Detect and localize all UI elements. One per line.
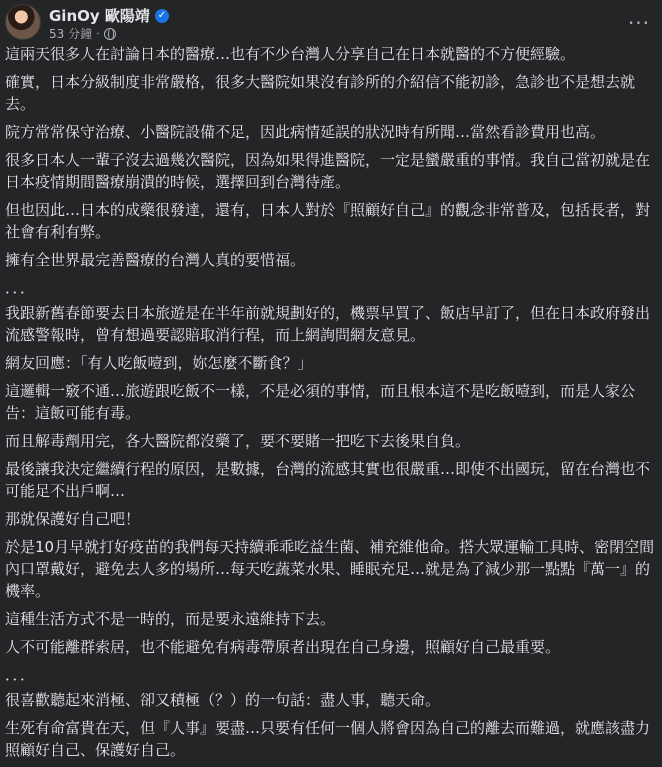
post-paragraph: 那就保護好自己吧！	[5, 510, 141, 528]
post-meta	[49, 27, 116, 41]
section-divider: ．．．	[5, 279, 36, 297]
post-paragraph: 最後讓我決定繼續行程的原因，是數據，台灣的流感其實也很嚴重…即使不出國玩，留在台灣也不可能足不出戶啊…	[5, 460, 651, 500]
post-paragraph: 擁有全世界最完善醫療的台灣人真的要惜福。	[5, 251, 306, 269]
post-header	[0, 0, 662, 46]
section-divider: ．．．	[5, 666, 36, 684]
public-globe-icon	[104, 28, 116, 40]
post-time[interactable]: 53 分鐘	[49, 27, 93, 41]
author-line	[49, 6, 169, 26]
post-options-button[interactable]: ···	[627, 11, 651, 35]
meta-separator: ·	[96, 27, 100, 40]
post-paragraph: 而且解毒劑用完，各大醫院都沒藥了，要不要賭一把吃下去後果自負。	[5, 432, 471, 450]
post-paragraph: 生死有命富貴在天，但『人事』要盡…只要有任何一個人將會因為自己的離去而難過，就應該盡力照顧好自己、保護好自己。	[5, 719, 651, 759]
post-paragraph: 我跟新舊春節要去日本旅遊是在半年前就規劃好的，機票早買了、飯店早訂了，但在日本政府發出流感警報時，曾有想過要認賠取消行程，而上網詢問網友意見。	[5, 304, 651, 344]
post-paragraph: 確實，日本分級制度非常嚴格，很多大醫院如果沒有診所的介紹信不能初診，急診也不是想去就去。	[5, 73, 636, 113]
post-paragraph: 這兩天很多人在討論日本的醫療…也有不少台灣人分享自己在日本就醫的不方便經驗。	[5, 45, 576, 63]
post-content	[5, 43, 655, 767]
post-paragraph: 於是10月早就打好疫苗的我們每天持續乖乖吃益生菌、補充維他命。搭大眾運輸工具時、密閉空間內口罩戴好，避免去人多的場所…每天吃蔬菜水果、睡眠充足…就是為了減少那一點點『萬一』的機率。	[5, 538, 655, 600]
post-paragraph: 網友回應：「有人吃飯噎到，妳怎麼不斷食？」	[5, 354, 313, 372]
author-name[interactable]: GinOy 歐陽靖	[49, 7, 150, 25]
post-paragraph: 但也因此…日本的成藥很發達，還有，日本人對於『照顧好自己』的觀念非常普及，包括長者，對社會有利有弊。	[5, 201, 651, 241]
post-paragraph: 這種生活方式不是一時的，而是要永遠維持下去。	[5, 610, 336, 628]
post-paragraph: 人不可能離群索居，也不能避免有病毒帶原者出現在自己身邊，照顧好自己最重要。	[5, 638, 561, 656]
post-paragraph: 很多日本人一輩子沒去過幾次醫院，因為如果得進醫院，一定是蠻嚴重的事情。我自己當初就是在日本疫情期間醫療崩潰的時候，選擇回到台灣待產。	[5, 151, 651, 191]
post-paragraph: 很喜歡聽起來消極、卻又積極（？）的一句話：盡人事，聽天命。	[5, 691, 441, 709]
post-paragraph: 這邏輯一竅不通…旅遊跟吃飯不一樣，不是必須的事情，而且根本這不是吃飯噎到，而是人家公告：這飯可能有毒。	[5, 382, 636, 422]
author-avatar[interactable]	[5, 4, 41, 40]
post-paragraph: 院方常常保守治療、小醫院設備不足，因此病情延誤的狀況時有所聞…當然看診費用也高。	[5, 123, 606, 141]
verified-badge-icon: ✓	[155, 9, 169, 23]
